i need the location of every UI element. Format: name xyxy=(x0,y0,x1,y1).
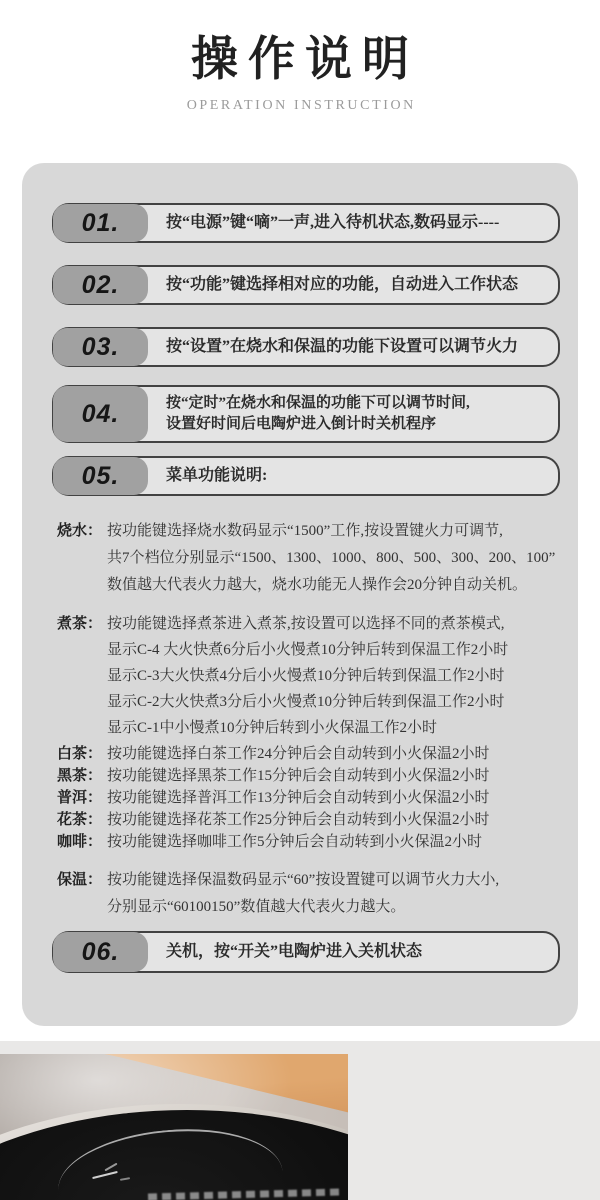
step-number-badge: 06. xyxy=(53,932,148,972)
header xyxy=(0,0,600,114)
menu-item-boil-water xyxy=(57,518,568,599)
step-number-badge: 01. xyxy=(53,204,148,242)
menu-item-content: 按功能键选择保温数码显示“60”按设置键可以调节火力大小, 分别显示“60100150”数值越大代表火力越大。 xyxy=(107,872,500,915)
step-row-01 xyxy=(52,203,560,243)
menu-section xyxy=(57,518,568,921)
page-title: 操作说明 xyxy=(191,34,419,86)
menu-item-label: 黑茶： xyxy=(57,768,103,784)
menu-item-coffee xyxy=(57,831,568,853)
page-subtitle: OPERATION INSTRUCTION xyxy=(186,98,416,113)
menu-item-content: 按功能键选择咖啡工作5分钟后会自动转到小火保温2小时 xyxy=(107,834,483,850)
menu-item-boil-tea xyxy=(57,611,568,741)
step-number-badge: 02. xyxy=(53,266,148,304)
menu-item-content: 按功能键选择黑茶工作15分钟后会自动转到小火保温2小时 xyxy=(107,768,490,784)
menu-item-dark-tea xyxy=(57,765,568,787)
step-text: 按“电源”键“嘀”一声,进入待机状态,数码显示---- xyxy=(166,214,500,231)
step-row-05 xyxy=(52,456,560,496)
menu-item-label: 煮茶： xyxy=(57,616,103,632)
step-text: 按“设置”在烧水和保温的功能下设置可以调节火力 xyxy=(166,338,519,355)
step-number-badge: 05. xyxy=(53,457,148,495)
step-row-03 xyxy=(52,327,560,367)
instruction-card xyxy=(22,163,578,1026)
menu-item-label: 烧水： xyxy=(57,523,103,539)
step-row-04 xyxy=(52,385,560,443)
step-number-badge: 03. xyxy=(53,328,148,366)
step-text: 菜单功能说明: xyxy=(166,467,268,484)
menu-item-label: 花茶： xyxy=(57,812,103,828)
menu-item-content: 按功能键选择煮茶进入煮茶,按设置可以选择不同的煮茶模式, 显示C-4 大火快煮6分后小火慢煮10分钟后转到保温工作2小时 显示C-3大火快煮4分后小火慢煮10分钟后转到保温工作2小时 显示C-2大火快煮3分后小火慢煮10分钟后转到保温工作2小时 显示C-1中小慢煮10分钟后转到小火保温工作2小时 xyxy=(107,616,509,736)
step-number-badge: 04. xyxy=(53,386,148,442)
step-text: 关机，按“开关”电陶炉进入关机状态 xyxy=(166,943,423,960)
menu-item-label: 普洱： xyxy=(57,790,103,806)
menu-item-content: 按功能键选择花茶工作25分钟后会自动转到小火保温2小时 xyxy=(107,812,490,828)
step-text: 按“定时”在烧水和保温的功能下可以调节时间, 设置好时间后电陶炉进入倒计时关机程序 xyxy=(166,395,470,432)
step-text: 按“功能”键选择相对应的功能，自动进入工作状态 xyxy=(166,276,519,293)
menu-item-puer-tea xyxy=(57,787,568,809)
bottom-band xyxy=(0,1041,600,1200)
menu-item-content: 按功能键选择普洱工作13分钟后会自动转到小火保温2小时 xyxy=(107,790,490,806)
menu-item-white-tea xyxy=(57,743,568,765)
menu-item-label: 白茶： xyxy=(57,746,103,762)
menu-item-label: 咖啡： xyxy=(57,834,103,850)
step-row-06 xyxy=(52,931,560,973)
stove-photo xyxy=(0,1054,348,1200)
menu-item-keep-warm xyxy=(57,867,568,921)
menu-item-label: 保温： xyxy=(57,872,103,888)
menu-item-flower-tea xyxy=(57,809,568,831)
menu-item-content: 按功能键选择烧水数码显示“1500”工作,按设置键火力可调节, 共7个档位分别显示“1500、1300、1000、800、500、300、200、100” 数值越大代表火力越大，烧水功能无人操作会20分钟自动关机。 xyxy=(107,523,556,593)
menu-item-content: 按功能键选择白茶工作24分钟后会自动转到小火保温2小时 xyxy=(107,746,490,762)
step-row-02 xyxy=(52,265,560,305)
